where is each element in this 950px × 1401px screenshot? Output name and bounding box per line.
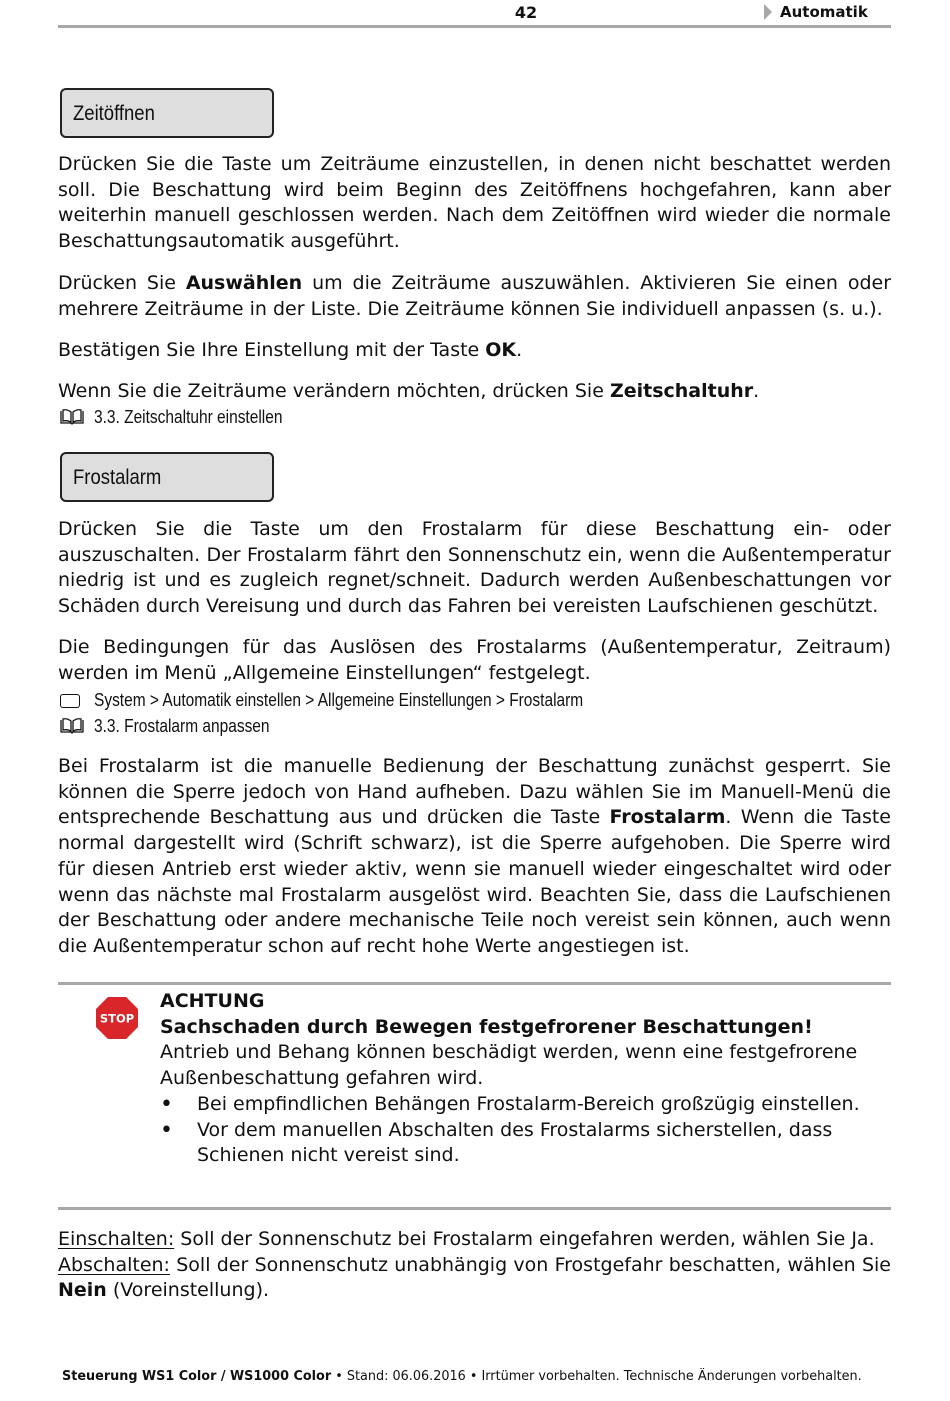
section-button-zeitoeffnen: Zeitöffnen <box>60 88 274 138</box>
warning-text: Antrieb und Behang können beschädigt werden, wenn eine festgefrorene Außenbeschattung gefahren wird. <box>160 1041 858 1090</box>
page-footer: Steuerung WS1 Color / WS1000 Color • Stand: 06.06.2016 • Irrtümer vorbehalten. Technische Änderungen vorbehalten. <box>62 1369 862 1384</box>
menu-icon <box>60 694 80 708</box>
paragraph-frostalarm-intro: Drücken Sie die Taste um den Frostalarm für diese Beschattung ein- oder auszuschalten. Der Frostalarm fährt den Sonnenschutz ein, wenn die Außentemperatur niedrig ist und es zugleich regnet/schneit. Dadurch werden Außenbeschattungen vor Schäden durch Vereisung und durch das Fahren bei vereisten Laufschienen geschützt. <box>58 518 891 618</box>
option-label-einschalten: Einschalten: <box>58 1228 175 1250</box>
footer-product: Steuerung WS1 Color / WS1000 Color <box>62 1369 332 1384</box>
warning-content <box>160 989 860 1169</box>
book-reference: 3.3. Zeitschaltuhr einstellen <box>58 405 458 429</box>
paragraph-frostalarm-conditions: Die Bedingungen für das Auslösen des Frostalarms (Außentemperatur, Zeitraum) werden im Menü „Allgemeine Einstellungen“ festgelegt. <box>58 636 891 684</box>
warning-bullets <box>160 1092 860 1169</box>
warning-bottom-rule <box>58 1207 891 1210</box>
option-label-abschalten: Abschalten: <box>58 1253 170 1276</box>
menu-reference: System > Automatik einstellen > Allgemeine Einstellungen > Frostalarm <box>58 688 758 712</box>
book-icon <box>60 409 84 425</box>
warning-top-rule <box>58 982 891 985</box>
paragraph-options: Einschalten: Soll der Sonnenschutz bei Frostalarm eingefahren werden, wählen Sie Ja. Abschalten: Soll der Sonnenschutz unabhängig von Frostgefahr beschatten, wählen Sie Nein (Voreinstellung). <box>58 1228 891 1302</box>
list-item: • Vor dem manuellen Abschalten des Frostalarms sicherstellen, dass Schienen nicht vereist sind. <box>160 1118 860 1169</box>
paragraph-manual-operation: Bei Frostalarm ist die manuelle Bedienung der Beschattung zunächst gesperrt. Sie können die Sperre jedoch von Hand aufheben. Dazu wählen Sie im Manuell-Menü die entsprechende Beschattung aus und drücken die Taste Frostalarm. Wenn die Taste normal dargestellt wird (Schrift schwarz), ist die Sperre aufgehoben. Die Sperre wird für diesen Antrieb erst wieder aktiv, wenn sie manuell wieder eingeschaltet wird oder wenn das nächste mal Frostalarm ausgelöst wird. Beachten Sie, dass die Laufschienen der Beschattung oder andere mechanische Teile noch vereist sein können, auch wenn die Außentemperatur schon auf recht hohe Werte angestiegen ist. <box>58 755 891 957</box>
paragraph-zeitschaltuhr: Wenn Sie die Zeiträume verändern möchten, drücken Sie Zeitschaltuhr. <box>58 380 760 402</box>
chapter-title: Automatik <box>780 3 868 21</box>
stop-sign-icon <box>94 995 140 1041</box>
paragraph-zeitoeffnen-intro: Drücken Sie die Taste um Zeiträume einzustellen, in denen nicht beschattet werden soll. Die Beschattung wird beim Beginn des Zeitöffnens hochgefahren, kann aber weiterhin manuell geschlossen werden. Nach dem Zeitöffnen wird wieder die normale Beschattungsautomatik ausgeführt. <box>58 153 891 253</box>
stop-sign-label: STOP <box>99 1011 135 1026</box>
section-button-frostalarm: Frostalarm <box>60 452 274 502</box>
page-number: 42 <box>514 3 538 22</box>
book-reference-frostalarm: 3.3. Frostalarm anpassen <box>58 714 458 738</box>
chapter-arrow-icon <box>764 4 772 20</box>
list-item: • Bei empfindlichen Behängen Frostalarm-Bereich großzügig einstellen. <box>160 1092 860 1118</box>
warning-title: ACHTUNG <box>160 990 265 1012</box>
page-header <box>58 0 891 28</box>
paragraph-ok: Bestätigen Sie Ihre Einstellung mit der Taste OK. <box>58 339 523 361</box>
warning-subtitle: Sachschaden durch Bewegen festgefrorener Beschattungen! <box>160 1015 813 1038</box>
book-icon <box>60 718 84 734</box>
paragraph-auswaehlen: Drücken Sie Auswählen um die Zeiträume auszuwählen. Aktivieren Sie einen oder mehrere Zeiträume in der Liste. Die Zeiträume können Sie individuell anpassen (s. u.). <box>58 272 891 320</box>
footer-text: Stand: 06.06.2016 • Irrtümer vorbehalten. Technische Änderungen vorbehalten. <box>346 1369 862 1384</box>
